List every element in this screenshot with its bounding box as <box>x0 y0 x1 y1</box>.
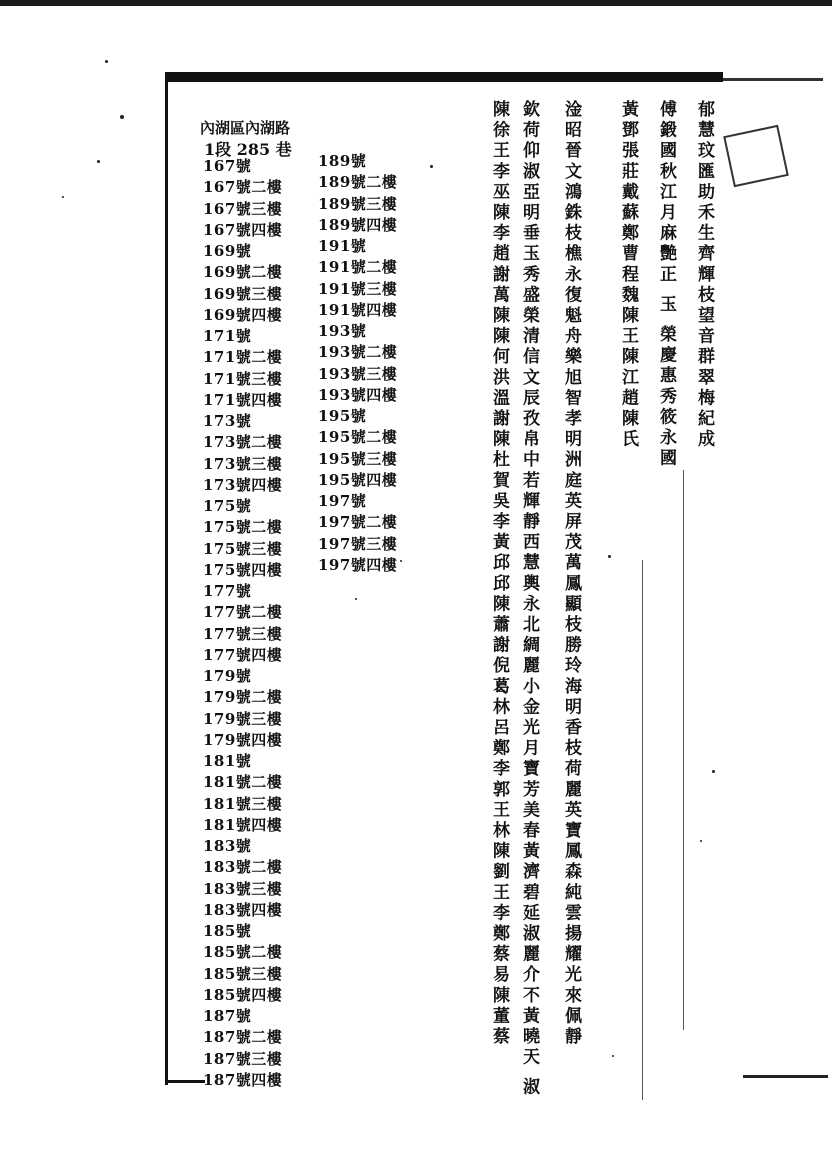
address-entry: 185號三樓 <box>203 964 283 983</box>
address-entry: 193號三樓 <box>318 364 398 383</box>
address-entry: 167號二樓 <box>203 178 283 197</box>
scan-top-band <box>0 0 832 6</box>
address-entry: 169號二樓 <box>203 263 283 282</box>
name-column: 陳徐王李巫陳李趙謝萬陳陳何洪溫謝陳杜賀吳李黃邱邱陳蕭謝倪葛林呂鄭李郭王林陳劉王李鄭蔡易陳董蔡 <box>489 100 509 1048</box>
scan-speck <box>712 770 715 773</box>
address-entry: 171號三樓 <box>203 369 283 388</box>
address-entry: 193號四樓 <box>318 385 398 404</box>
address-entry: 177號四樓 <box>203 645 283 664</box>
address-entry: 195號 <box>318 407 367 425</box>
address-entry: 187號四樓 <box>203 1070 283 1089</box>
address-entry: 181號二樓 <box>203 773 283 792</box>
address-entry: 191號三樓 <box>318 279 398 298</box>
address-entry: 169號 <box>203 242 252 260</box>
address-entry: 175號四樓 <box>203 560 283 579</box>
address-entry: 183號四樓 <box>203 900 283 919</box>
name-column: 郁慧玟匯助禾生齊輝枝望音群翠梅紀成 <box>694 100 714 451</box>
address-entry: 173號 <box>203 412 252 430</box>
frame-left-border <box>165 80 168 1085</box>
scan-speck <box>612 1055 614 1057</box>
column-divider <box>683 470 684 1030</box>
address-entry: 189號二樓 <box>318 173 398 192</box>
name-column: 傅鍛國秋江月麻艷正 玉 榮慶惠秀筱永國 <box>656 100 676 470</box>
resident-names-block <box>480 100 720 1099</box>
name-column: 欽荷仰淑亞明垂玉秀盛榮清信文辰孜帛中若輝靜西慧輿永北綢麗小金光月寶芳美春黃濟碧延淑麗介不黃曉天 淑 <box>519 100 539 1099</box>
scan-speck <box>105 60 108 63</box>
address-entry: 183號三樓 <box>203 879 283 898</box>
scan-speck <box>400 560 402 562</box>
address-entry: 177號二樓 <box>203 603 283 622</box>
address-entry: 187號三樓 <box>203 1049 283 1068</box>
scan-speck <box>430 165 433 168</box>
scan-speck <box>608 555 611 558</box>
address-entry: 185號 <box>203 922 252 940</box>
address-entry: 191號四樓 <box>318 300 398 319</box>
column-divider <box>642 560 643 1100</box>
address-entry: 189號 <box>318 152 367 170</box>
address-entry: 171號四樓 <box>203 390 283 409</box>
address-entry: 175號 <box>203 497 252 515</box>
address-entry: 185號二樓 <box>203 943 283 962</box>
address-entry: 167號 <box>203 157 252 175</box>
frame-top-border <box>165 72 723 82</box>
address-entry: 181號四樓 <box>203 815 283 834</box>
address-column-2 <box>318 151 433 576</box>
address-entry: 169號三樓 <box>203 284 283 303</box>
address-entry: 197號四樓 <box>318 555 398 574</box>
address-entry: 167號四樓 <box>203 220 283 239</box>
address-entry: 173號四樓 <box>203 475 283 494</box>
frame-bottom-border-right <box>743 1075 828 1078</box>
address-entry: 179號四樓 <box>203 730 283 749</box>
address-entry: 189號三樓 <box>318 194 398 213</box>
address-entry: 171號二樓 <box>203 348 283 367</box>
address-entry: 177號三樓 <box>203 624 283 643</box>
address-entry: 197號二樓 <box>318 513 398 532</box>
address-entry: 181號三樓 <box>203 794 283 813</box>
address-entry: 191號二樓 <box>318 258 398 277</box>
address-entry: 167號三樓 <box>203 199 283 218</box>
frame-bottom-border <box>165 1080 205 1083</box>
address-entry: 191號 <box>318 237 367 255</box>
address-entry: 197號三樓 <box>318 534 398 553</box>
scan-speck <box>355 598 357 600</box>
address-entry: 179號三樓 <box>203 709 283 728</box>
address-entry: 173號三樓 <box>203 454 283 473</box>
address-entry: 197號 <box>318 492 367 510</box>
address-column-1 <box>203 156 318 1091</box>
address-title: 內湖區內湖路 <box>200 119 291 137</box>
address-entry: 189號四樓 <box>318 215 398 234</box>
address-entry: 177號 <box>203 582 252 600</box>
address-entry: 179號二樓 <box>203 688 283 707</box>
address-entry: 195號三樓 <box>318 449 398 468</box>
address-entry: 169號四樓 <box>203 305 283 324</box>
lane-title: 1段 285 巷 <box>204 140 292 159</box>
name-column: 黃鄧張莊戴蘇鄭曹程魏陳王陳江趙陳氏 <box>618 100 638 451</box>
address-entry: 183號二樓 <box>203 858 283 877</box>
address-entry: 195號四樓 <box>318 470 398 489</box>
scan-speck <box>120 115 124 119</box>
frame-top-border-right <box>723 78 823 81</box>
address-entry: 185號四樓 <box>203 985 283 1004</box>
scan-speck <box>97 160 100 163</box>
address-entry: 187號 <box>203 1007 252 1025</box>
seal-stamp <box>723 125 789 188</box>
address-entry: 171號 <box>203 327 252 345</box>
address-entry: 175號三樓 <box>203 539 283 558</box>
address-entry: 193號二樓 <box>318 343 398 362</box>
address-entry: 183號 <box>203 837 252 855</box>
address-entry: 173號二樓 <box>203 433 283 452</box>
scan-speck <box>700 840 702 842</box>
name-column: 淦昭晉文鴻銖枝樵永復魁舟樂旭智孝明洲庭英屏茂萬鳳顯枝勝玲海明香枝荷麗英寶鳳森純雲揚耀光來佩靜 <box>561 100 581 1048</box>
address-entry: 195號二樓 <box>318 428 398 447</box>
address-entry: 175號二樓 <box>203 518 283 537</box>
address-entry: 187號二樓 <box>203 1028 283 1047</box>
scan-speck <box>62 196 64 198</box>
address-entry: 179號 <box>203 667 252 685</box>
address-entry: 181號 <box>203 752 252 770</box>
address-entry: 193號 <box>318 322 367 340</box>
